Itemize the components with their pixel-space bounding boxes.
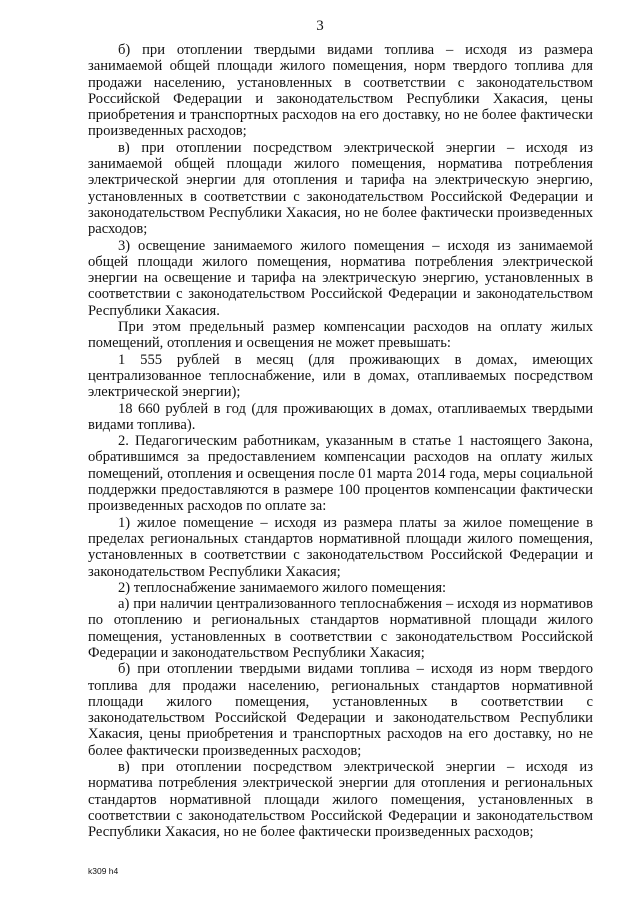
paragraph: 3) освещение занимаемого жилого помещения – исходя из занимаемой общей площади жилого помещения, норматива потребления электрической энергии на освещение и тарифа на электрическую энергию, установленных в соответствии с законодательством Российской Федерации и законодательством Республики Хакасия. — [88, 237, 593, 319]
paragraph: а) при наличии централизованного теплоснабжения – исходя из нормативов по отоплению и региональных стандартов нормативной площади жилого помещения, установленных в соответствии с законодательством Российской Федерации и законодательством Республики Хакасия; — [88, 596, 593, 661]
paragraph: 2) теплоснабжение занимаемого жилого помещения: — [118, 579, 447, 596]
paragraph: в) при отоплении посредством электрической энергии – исходя из норматива потребления электрической энергии для отопления и региональных стандартов нормативной площади жилого помещения, установленных в соответствии с законодательством Российской Федерации и законодательством Республики Хакасия, но не более фактически произведенных расходов; — [88, 759, 593, 841]
page-number: 3 — [316, 18, 324, 34]
paragraph: б) при отоплении твердыми видами топлива – исходя из размера занимаемой общей площади жилого помещения, норм твердого топлива для продажи населению, установленных в соответствии с законодательством Российской Федерации и законодательством Республики Хакасия, цены приобретения и транспортных расходов на его доставку, но не более фактически произведенных расходов; — [88, 42, 593, 140]
paragraph: в) при отоплении посредством электрической энергии – исходя из занимаемой общей площади жилого помещения, норматива потребления электрической энергии для отопления и тарифа на электрическую энергию, установленных в соответствии с законодательством Российской Федерации и законодательством Республики Хакасия, но не более фактически произведенных расходов; — [88, 139, 593, 238]
paragraph: 1) жилое помещение – исходя из размера платы за жилое помещение в пределах региональных стандартов нормативной площади жилого помещения, установленных в соответствии с законодательством Российской Федерации и законодательством Республики Хакасия; — [88, 514, 593, 580]
document-body — [88, 42, 593, 841]
document-code: k309 h4 — [88, 866, 119, 876]
paragraph: 1 555 рублей в месяц (для проживающих в домах, имеющих централизованное теплоснабжение, или в домах, отапливаемых посредством электрической энергии); — [88, 351, 593, 401]
paragraph: б) при отоплении твердыми видами топлива – исходя из норм твердого топлива для продажи населению, региональных стандартов нормативной площади жилого помещения, установленных в соответствии с законодательством Российской Федерации и законодательством Республики Хакасия, цены приобретения и транспортных расходов на его доставку, но не более фактически произведенных расходов; — [88, 661, 593, 759]
paragraph: При этом предельный размер компенсации расходов на оплату жилых помещений, отопления и освещения не может превышать: — [88, 319, 593, 352]
paragraph: 2. Педагогическим работникам, указанным в статье 1 настоящего Закона, обратившимся за предоставлением компенсации расходов на оплату жилых помещений, отопления и освещения после 01 марта 2014 года, меры социальной поддержки предоставляются в размере 100 процентов компенсации фактически произведенных расходов по оплате за: — [88, 433, 593, 515]
paragraph: 18 660 рублей в год (для проживающих в домах, отапливаемых твердыми видами топлива). — [88, 400, 593, 433]
